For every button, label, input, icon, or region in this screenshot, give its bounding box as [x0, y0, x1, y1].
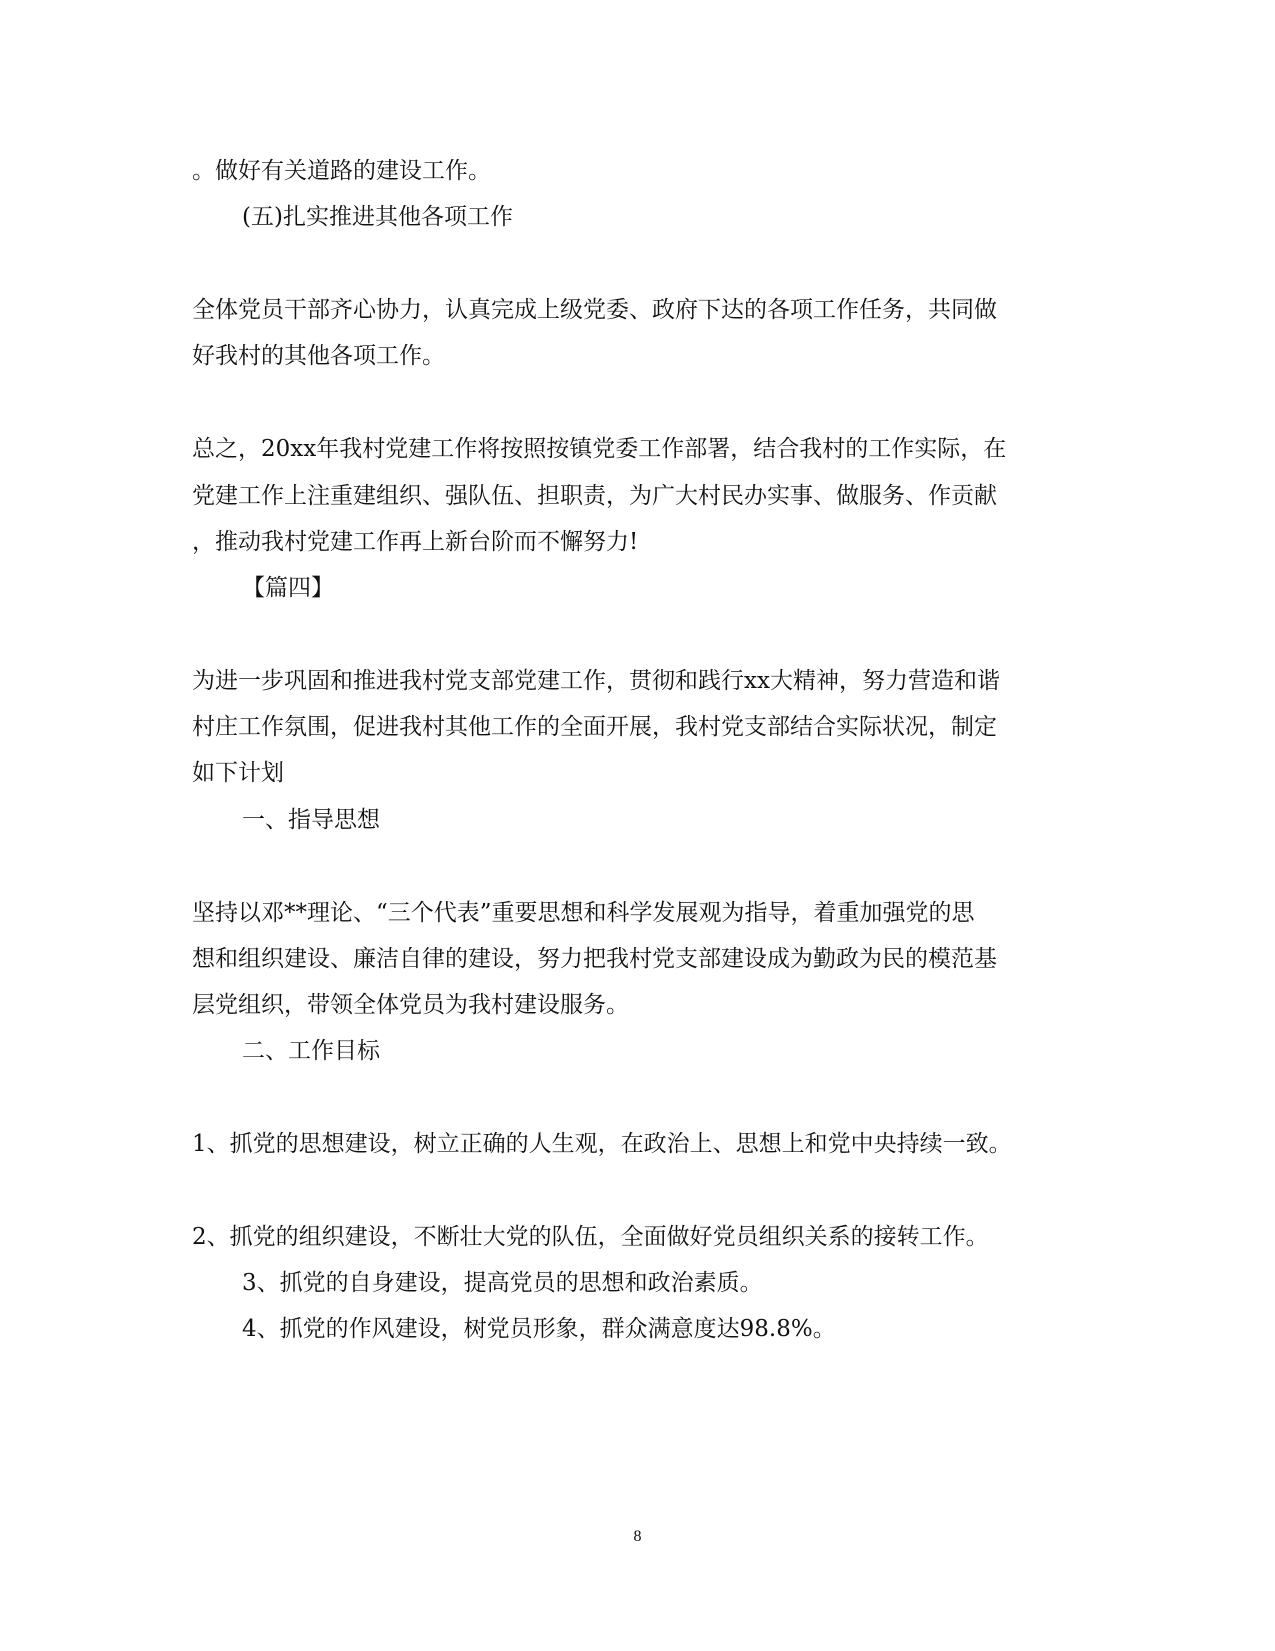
text-line: ，推动我村党建工作再上新台阶而不懈努力!: [192, 529, 639, 555]
text-line: 总之，20xx年我村党建工作将按照按镇党委工作部署，结合我村的工作实际，在: [192, 436, 1007, 462]
list-item: 4、抓党的作风建设，树党员形象，群众满意度达98.8%。: [242, 1316, 836, 1342]
text-line: 。做好有关道路的建设工作。: [192, 158, 491, 184]
text-line: 全体党员干部齐心协力，认真完成上级党委、政府下达的各项工作任务，共同做: [192, 297, 997, 323]
section-heading: (五)扎实推进其他各项工作: [242, 204, 513, 230]
page-number: 8: [633, 1528, 642, 1545]
text-line: 层党组织，带领全体党员为我村建设服务。: [192, 992, 629, 1018]
text-line: 如下计划: [192, 760, 284, 786]
text-line: 党建工作上注重建组织、强队伍、担职责，为广大村民办实事、做服务、作贡献: [192, 483, 997, 509]
list-item: 1、抓党的思想建设，树立正确的人生观，在政治上、思想上和党中央持续一致。: [192, 1131, 1012, 1157]
text-line: 想和组织建设、廉洁自律的建设，努力把我村党支部建设成为勤政为民的模范基: [192, 946, 997, 972]
section-heading: 一、指导思想: [242, 807, 380, 833]
text-line: 坚持以邓**理论、“三个代表”重要思想和科学发展观为指导，着重加强党的思: [192, 900, 975, 926]
text-line: 好我村的其他各项工作。: [192, 343, 445, 369]
list-item: 2、抓党的组织建设，不断壮大党的队伍，全面做好党员组织关系的接转工作。: [192, 1224, 989, 1250]
chapter-heading: 【篇四】: [242, 575, 334, 601]
text-line: 为进一步巩固和推进我村党支部党建工作，贯彻和践行xx大精神，努力营造和谐: [192, 668, 1000, 694]
section-heading: 二、工作目标: [242, 1038, 380, 1064]
text-line: 村庄工作氛围，促进我村其他工作的全面开展，我村党支部结合实际状况，制定: [192, 714, 997, 740]
list-item: 3、抓党的自身建设，提高党员的思想和政治素质。: [242, 1270, 763, 1296]
